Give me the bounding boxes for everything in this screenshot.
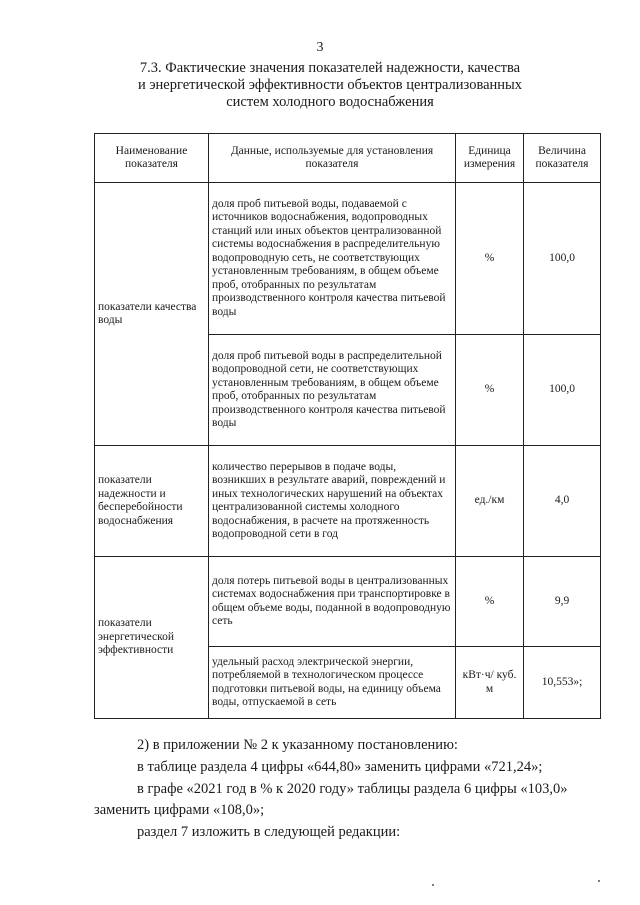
group-name: показатели надежности и бесперебойности водоснабжения — [95, 446, 209, 557]
row-unit: кВт·ч/ куб. м — [456, 647, 524, 719]
table-header-row — [95, 134, 601, 183]
row-unit: % — [456, 183, 524, 335]
row-value: 10,553»; — [524, 647, 601, 719]
title-line: 7.3. Фактические значения показателей надежности, качества — [139, 60, 521, 76]
title-line: и энергетической эффективности объектов централизованных — [137, 77, 523, 93]
paragraph: раздел 7 изложить в следующей редакции: — [137, 824, 401, 840]
page-number: 3 — [316, 40, 324, 55]
row-value: 9,9 — [524, 557, 601, 647]
row-data: доля проб питьевой воды в распределительной водопроводной сети, не соответствующих установленным требованиям, в общем объеме проб, отобранных по результатам производственного контроля качества питьевой воды — [209, 335, 456, 446]
row-unit: ед./км — [456, 446, 524, 557]
header-name: Наименование показателя — [95, 134, 209, 183]
section-title — [90, 60, 570, 111]
group-name: показатели качества воды — [95, 183, 209, 446]
paragraph: 2) в приложении № 2 к указанному постановлению: — [137, 737, 458, 753]
row-data: удельный расход электрической энергии, потребляемой в технологическом процессе подготовки питьевой воды, на единицу объема воды, отпускаемой в сеть — [209, 647, 456, 719]
table-row — [95, 446, 601, 557]
row-unit: % — [456, 557, 524, 647]
row-unit: % — [456, 335, 524, 446]
paragraph: в графе «2021 год в % к 2020 году» таблицы раздела 6 цифры «103,0» — [137, 781, 568, 797]
indicators-table — [94, 133, 601, 719]
header-data: Данные, используемые для установления показателя — [209, 134, 456, 183]
paragraph: заменить цифрами «108,0»; — [94, 802, 265, 818]
row-data: количество перерывов в подаче воды, возникших в результате аварий, повреждений и иных технологических нарушений на объектах централизованной системы холодного водоснабжения, в расчете на протяженность водопроводной сети в год — [209, 446, 456, 557]
row-value: 4,0 — [524, 446, 601, 557]
row-value: 100,0 — [524, 183, 601, 335]
title-line: систем холодного водоснабжения — [226, 94, 434, 110]
scan-speck — [432, 884, 434, 886]
row-data: доля потерь питьевой воды в централизованных системах водоснабжения при транспортировке в общем объеме воды, поданной в водопроводную сеть — [209, 557, 456, 647]
header-value: Величина показателя — [524, 134, 601, 183]
table-row — [95, 557, 601, 647]
row-value: 100,0 — [524, 335, 601, 446]
scan-speck — [598, 880, 600, 882]
group-name: показатели энергетической эффективности — [95, 557, 209, 719]
table-row — [95, 183, 601, 335]
row-data: доля проб питьевой воды, подаваемой с источников водоснабжения, водопроводных станций или иных объектов централизованной системы водоснабжения в распределительную водопроводную сеть, не соответствующих установленным требованиям, в общем объеме проб, отобранных по результатам производственного контроля качества питьевой воды — [209, 183, 456, 335]
header-unit: Единица измерения — [456, 134, 524, 183]
paragraph: в таблице раздела 4 цифры «644,80» заменить цифрами «721,24»; — [137, 759, 543, 775]
